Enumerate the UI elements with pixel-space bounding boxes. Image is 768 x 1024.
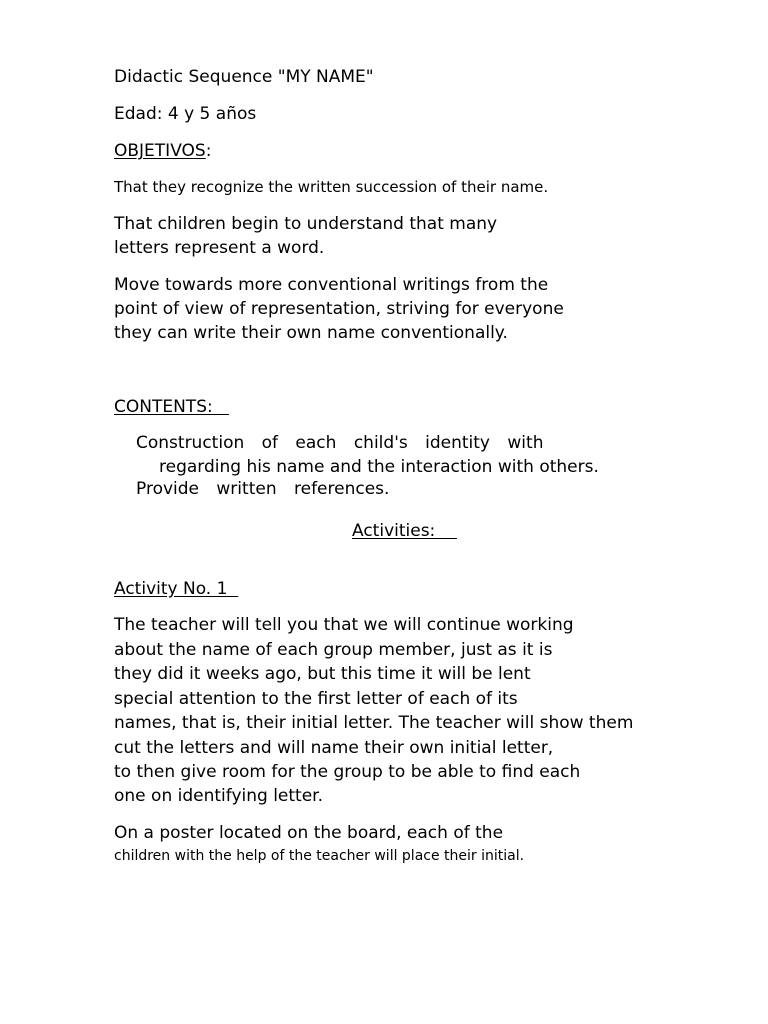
objective-2-line-1: That children begin to understand that many bbox=[114, 214, 498, 234]
activity-1-p1-line-7: to then give room for the group to be able to find each bbox=[114, 762, 581, 782]
contents-heading: CONTENTS: bbox=[114, 397, 229, 417]
age-line: Edad: 4 y 5 años bbox=[114, 104, 257, 124]
objective-3-line-1: Move towards more conventional writings from the bbox=[114, 275, 549, 295]
activities-heading: Activities: bbox=[352, 521, 457, 541]
objectives-colon: : bbox=[205, 141, 212, 161]
document-title: Didactic Sequence "MY NAME" bbox=[114, 67, 374, 87]
activity-1-p1-line-8: one on identifying letter. bbox=[114, 786, 323, 806]
activity-1-heading: Activity No. 1 bbox=[114, 579, 239, 599]
objective-3-line-2: point of view of representation, striving for everyone bbox=[114, 299, 564, 319]
contents-item-1: Construction of each child's identity with bbox=[136, 433, 544, 453]
activity-1-p1-line-5: names, that is, their initial letter. The teacher will show them bbox=[114, 713, 634, 733]
objective-1-line-1: That they recognize the written succession of their name. bbox=[114, 178, 549, 196]
objectives-heading: OBJETIVOS bbox=[114, 141, 206, 161]
contents-item-1-cont: regarding his name and the interaction with others. bbox=[159, 457, 599, 477]
contents-heading-line bbox=[114, 396, 229, 418]
activity-1-p2-line-2: children with the help of the teacher will place their initial. bbox=[114, 848, 525, 864]
objectives-heading-line bbox=[114, 140, 211, 162]
activity-1-p1-line-6: cut the letters and will name their own initial letter, bbox=[114, 738, 554, 758]
activity-1-p2-line-1: On a poster located on the board, each of the bbox=[114, 823, 504, 843]
objective-2-line-2: letters represent a word. bbox=[114, 238, 325, 258]
contents-item-2: Provide written references. bbox=[136, 479, 390, 499]
activity-1-p1-line-1: The teacher will tell you that we will continue working bbox=[114, 615, 574, 635]
objective-3-line-3: they can write their own name conventionally. bbox=[114, 323, 508, 343]
activity-1-p1-line-2: about the name of each group member, just as it is bbox=[114, 640, 553, 660]
activities-heading-line bbox=[352, 520, 457, 542]
activity-1-p1-line-4: special attention to the first letter of each of its bbox=[114, 689, 518, 709]
activity-1-p1-line-3: they did it weeks ago, but this time it will be lent bbox=[114, 664, 531, 684]
activity-1-heading-line bbox=[114, 578, 238, 600]
